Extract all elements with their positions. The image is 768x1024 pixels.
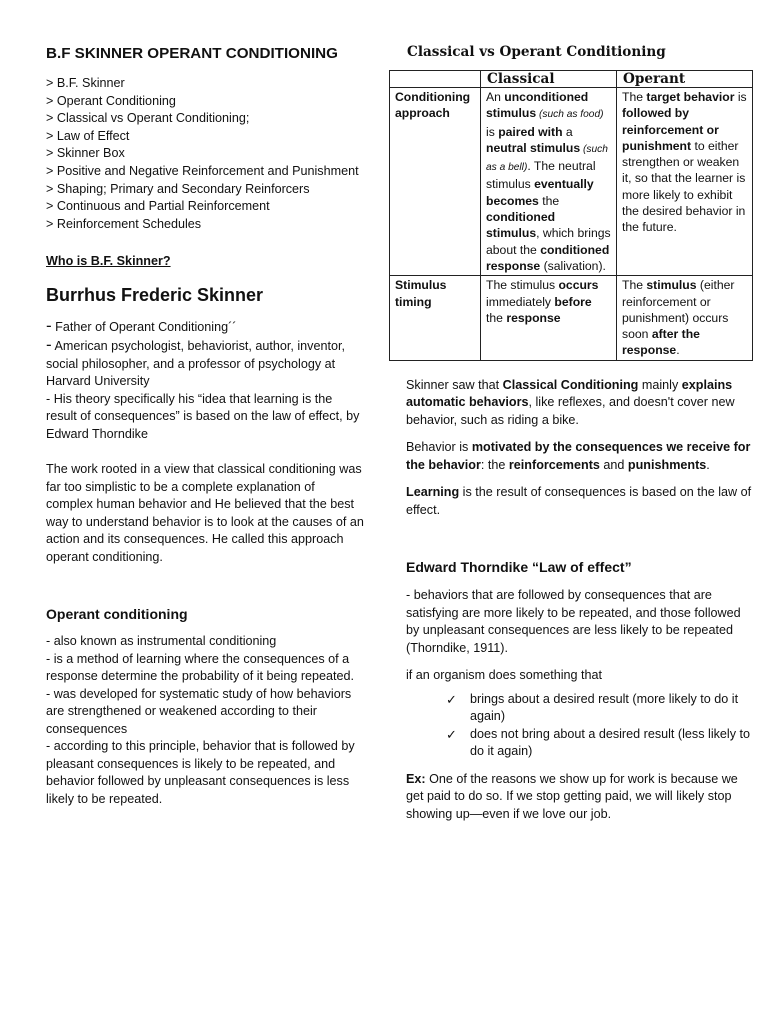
document-title: B.F SKINNER OPERANT CONDITIONING <box>46 45 338 62</box>
name-heading: Burrhus Frederic Skinner <box>46 284 264 305</box>
header-empty <box>390 71 481 88</box>
outcome-list <box>406 691 755 761</box>
law-paragraph: - behaviors that are followed by consequences that are satisfying are more likely to be repeated, and those followed by unpleasant consequences are less likely to be repeated (Thorndike, 1911). <box>406 588 741 655</box>
header-operant: Operant <box>617 71 753 88</box>
fact-item <box>46 317 364 337</box>
who-heading: Who is B.F. Skinner? <box>46 254 171 269</box>
behavior-paragraph: Behavior is motivated by the consequences we receive for the behavior: the reinforcements and punishments. <box>406 440 751 472</box>
fact-text: American psychologist, behaviorist, author, inventor, social philosopher, and a professor of psychology at Harvard University <box>46 339 345 389</box>
topic-item: > Reinforcement Schedules <box>46 216 202 231</box>
operant-item: - according to this principle, behavior that is followed by pleasant consequences is likely to be repeated, and behavior followed by unpleasant consequences is less likely to be repeated. <box>46 739 355 806</box>
dash-mark: - <box>46 335 52 355</box>
example-paragraph: Ex: One of the reasons we show up for work is because we get paid to do so. If we stop getting paid, we will likely stop showing up—even if we love our job. <box>406 771 738 821</box>
topic-item: > Shaping; Primary and Secondary Reinforcers <box>46 181 310 196</box>
operant-item: - is a method of learning where the consequences of a response determine the probability of it being repeated. <box>46 651 355 684</box>
law-block <box>389 587 755 823</box>
explanation-block <box>389 377 755 520</box>
skinner-saw-paragraph: Skinner saw that Classical Conditioning mainly explains automatic behaviors, like reflexes, and doesn't cover new behavior, such as riding a bike. <box>406 377 735 427</box>
table-row <box>390 88 753 276</box>
skinner-facts <box>46 317 364 444</box>
left-column <box>46 44 364 808</box>
topic-item: > Positive and Negative Reinforcement and Punishment <box>46 163 359 178</box>
operant-cell: The target behavior is followed by reinforcement or punishment to either strengthen or weaken it, so that the learner is more likely to exhibit the desired behavior in the future. <box>617 88 753 276</box>
checkmark-icon: ✓ <box>446 726 457 742</box>
classical-cell: An unconditioned stimulus (such as food) is paired with a neutral stimulus (such as a bell). The neutral stimulus eventually becomes the conditioned stimulus, which brings about the conditioned response (salivation). <box>481 88 617 276</box>
table-row <box>390 276 753 360</box>
right-column <box>389 42 755 833</box>
learning-paragraph: Learning is the result of consequences is based on the law of effect. <box>406 485 752 517</box>
topic-item: > B.F. Skinner <box>46 76 125 90</box>
classical-cell: The stimulus occurs immediately before the response <box>481 276 617 360</box>
fact-text: Father of Operant Conditioning´´ <box>51 319 237 334</box>
list-item: ✓ brings about a desired result (more likely to do it again) <box>446 691 739 724</box>
fact-item: - His theory specifically his “idea that learning is the result of consequences” is based on the law of effect, by Edward Thorndike <box>46 391 360 441</box>
thorndike-heading: Edward Thorndike “Law of effect” <box>406 559 632 576</box>
topic-item: > Operant Conditioning <box>46 93 176 108</box>
origin-paragraph: The work rooted in a view that classical conditioning was far too simplistic to be a complete explanation of complex human behavior and He believed that the best way to understand behavior is to look at the causes of an action and its consequences. He called this approach operant conditioning. <box>46 462 364 564</box>
checkmark-icon: ✓ <box>446 691 457 707</box>
if-paragraph: if an organism does something that <box>406 668 603 683</box>
dash-mark: - <box>46 315 52 335</box>
topic-item: > Continuous and Partial Reinforcement <box>46 199 270 214</box>
topic-item: > Classical vs Operant Conditioning; <box>46 111 250 126</box>
operant-list <box>46 633 364 808</box>
header-classical: Classical <box>481 71 617 88</box>
row-label: Conditioning approach <box>390 88 481 276</box>
operant-item: - also known as instrumental conditioning <box>46 634 277 649</box>
operant-item: - was developed for systematic study of how behaviors are strengthened or weakened according to their consequences <box>46 686 352 736</box>
table-title: Classical vs Operant Conditioning <box>407 44 666 60</box>
topic-list <box>46 75 364 233</box>
comparison-table <box>389 70 753 361</box>
operant-cell: The stimulus (either reinforcement or punishment) occurs soon after the response. <box>617 276 753 360</box>
topic-item: > Skinner Box <box>46 146 125 161</box>
row-label: Stimulus timing <box>390 276 481 360</box>
table-header-row <box>390 71 753 88</box>
topic-item: > Law of Effect <box>46 128 130 143</box>
operant-heading: Operant conditioning <box>46 606 188 623</box>
list-item: ✓ does not bring about a desired result (less likely to do it again) <box>446 726 751 759</box>
fact-item <box>46 336 364 391</box>
